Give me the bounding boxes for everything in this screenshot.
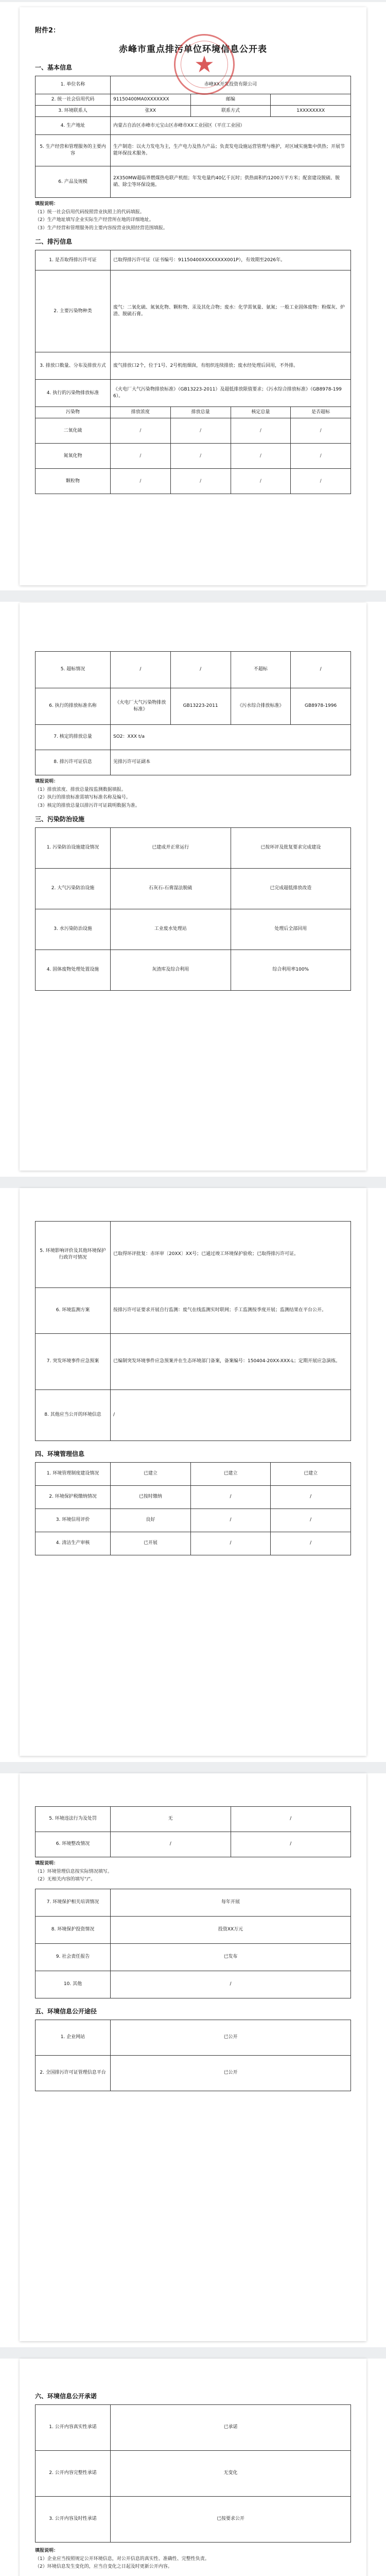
note-line: （3）核定的排放总量以排污许可证载明数据为准。 (35, 803, 140, 808)
row-value: 投资XX万元 (111, 1916, 351, 1943)
table-row (36, 94, 351, 106)
row-value: 1XXXXXXXX (271, 106, 351, 117)
row-value: 废气排放口2个，位于1号、2号机组烟囱，有组织连续排放；废水经处理后回用，不外排。 (111, 352, 351, 380)
table-cell: 良好 (111, 1509, 191, 1532)
table-row (36, 652, 351, 688)
table-cell: / (231, 1832, 351, 1857)
note-line: （2）无相关内容的填写“/”。 (35, 1877, 96, 1882)
table-cell: 石灰石-石膏湿法脱硫 (111, 869, 231, 909)
table-cell: 灰渣库及综合利用 (111, 950, 231, 991)
row-label: 1. 污染防治设施建设情况 (36, 828, 111, 869)
row-label: 2. 环境保护税缴纳情况 (36, 1486, 111, 1509)
row-label: 3. 公开内容及时性承诺 (36, 2497, 111, 2543)
page-gap (0, 1762, 386, 1773)
table-cell: / (170, 469, 231, 494)
row-label: 2. 统一社会信用代码 (36, 94, 111, 106)
seal-star-icon: ★ (194, 51, 215, 78)
table-cell: / (170, 652, 231, 688)
row-label: 6. 环境整改情况 (36, 1832, 111, 1857)
table-row (36, 950, 351, 991)
page-title: 赤峰市重点排污单位环境信息公开表 (119, 44, 267, 55)
row-value: 内蒙古自治区赤峰市元宝山区赤峰市XX工业园区（平庄工业园） (111, 117, 351, 135)
row-label: 4. 清洁生产审核 (36, 1532, 111, 1555)
row-label: 7. 突发环境事件应急预案 (36, 1334, 111, 1390)
row-label: 2. 大气污染防治设施 (36, 869, 111, 909)
note-line: （1）排放浓度、排放总量按监测数据填报。 (35, 787, 126, 792)
table-row (36, 1889, 351, 1916)
table-cell: / (271, 1509, 351, 1532)
table-cell: / (231, 444, 291, 469)
note-line: （2）生产地址填写企业实际生产经营所在地的详细地址。 (35, 217, 154, 223)
row-value: 已公开 (111, 2020, 351, 2055)
row-value: 91150400MA0XXXXXXX (111, 94, 191, 106)
table-row (36, 2497, 351, 2543)
row-value: 已发布 (111, 1943, 351, 1971)
table-cell: / (231, 418, 291, 444)
row-value: 已编制突发环境事件应急预案并在生态环境部门备案，备案编号：150404-20XX-XXX-L；定期开展应急演练。 (111, 1334, 351, 1390)
table-row (36, 725, 351, 750)
pollutant-grid-table (35, 406, 351, 494)
fill-notes (35, 201, 351, 232)
table-cell: / (111, 1832, 231, 1857)
row-value: 生产制造：以火力发电为主，生产电力及热力产品；负责发电设施运营管理与维护，对区域实施集中供热；开展节能环保技术服务。 (111, 135, 351, 166)
basic-info-table (35, 76, 351, 198)
row-value: 张XX (111, 106, 191, 117)
col-header: 污染物 (36, 407, 111, 418)
col-header: 排放总量 (170, 407, 231, 418)
table-cell: / (231, 1807, 351, 1832)
table-cell: / (111, 444, 171, 469)
row-value: / (111, 1390, 351, 1441)
row-label: 5. 超标情况 (36, 652, 111, 688)
table-row (36, 1334, 351, 1390)
table-row (36, 2451, 351, 2497)
row-value: 废气：二氧化硫、氮氧化物、颗粒物、汞及其化合物；废水：化学需氧量、氨氮；一般工业固体废物：粉煤灰、炉渣、脱硫石膏。 (111, 270, 351, 352)
table-row (36, 270, 351, 352)
table-row (36, 688, 351, 725)
disclosure-channel-table (35, 2020, 351, 2091)
row-label: 5. 环境影响评价及其他环境保护行政许可情况 (36, 1222, 111, 1288)
table-row (36, 1288, 351, 1334)
row-label: 1. 单位名称 (36, 76, 111, 94)
other-info-table (35, 1889, 351, 1998)
fill-notes (35, 2548, 351, 2571)
table-cell: / (111, 469, 171, 494)
table-cell: / (170, 418, 231, 444)
table-cell: / (291, 652, 351, 688)
table-cell: / (291, 469, 351, 494)
table-row (36, 1390, 351, 1441)
table-cell: 处理后全部回用 (231, 909, 351, 950)
table-cell: 已完成超低排放改造 (231, 869, 351, 909)
page-gap (0, 1177, 386, 1188)
col-header: 核定总量 (231, 407, 291, 418)
note-line: （1）环境管理信息按实际情况填写。 (35, 1869, 112, 1874)
row-label: 1. 企业网站 (36, 2020, 111, 2055)
section-title: 六、环境信息公开承诺 (35, 2393, 97, 2400)
row-label: 3. 环境信用评价 (36, 1509, 111, 1532)
col-header: 排放浓度 (111, 407, 171, 418)
table-row (36, 1222, 351, 1288)
table-cell: GB8978-1996 (291, 688, 351, 725)
table-row (36, 117, 351, 135)
table-row (36, 1971, 351, 1998)
table-cell: 二氧化硫 (36, 418, 111, 444)
row-value: 无变化 (111, 2451, 351, 2497)
row-label: 1. 公开内容真实性承诺 (36, 2405, 111, 2451)
table-cell: 综合利用率100% (231, 950, 351, 991)
page-gap (0, 590, 386, 602)
row-label: 6. 执行的排放标准名称 (36, 688, 111, 725)
document-page-2 (20, 603, 366, 1171)
row-label: 3. 水污染防治设施 (36, 909, 111, 950)
row-label: 2. 主要污染物种类 (36, 270, 111, 352)
note-heading: 填报说明： (35, 779, 59, 784)
fill-notes (35, 778, 351, 809)
row-label: 4. 执行的污染物排放标准 (36, 380, 111, 407)
table-cell: / (111, 418, 171, 444)
row-value: 已公开 (111, 2055, 351, 2091)
table-row (36, 1486, 351, 1509)
row-label: 7. 环境保护相关培训情况 (36, 1889, 111, 1916)
environment-management-table (35, 1462, 351, 1555)
section-title: 二、排污信息 (35, 238, 73, 246)
row-value: 已承诺 (111, 2405, 351, 2451)
row-label: 2. 公开内容完整性承诺 (36, 2451, 111, 2497)
note-line: （3）生产经营和管理服务的主要内容按营业执照经营范围填报。 (35, 225, 168, 231)
official-seal (174, 34, 235, 95)
table-row (36, 1916, 351, 1943)
section-title: 一、基本信息 (35, 64, 73, 71)
section-title: 四、环境管理信息 (35, 1450, 85, 1458)
table-row (36, 750, 351, 775)
environment-permit-table (35, 1221, 351, 1441)
table-cell: / (271, 1486, 351, 1509)
table-cell: 无 (111, 1807, 231, 1832)
table-cell: / (170, 444, 231, 469)
annex-label: 附件2： (35, 27, 60, 35)
row-label: 4. 生产地址 (36, 117, 111, 135)
row-label: 1. 是否取得排污许可证 (36, 250, 111, 270)
table-cell: 已开展 (111, 1532, 191, 1555)
table-row (36, 418, 351, 444)
note-heading: 填报说明： (35, 2548, 59, 2553)
table-row (36, 352, 351, 380)
col-header: 是否超标 (291, 407, 351, 418)
row-label: 5. 生产经营和管理服务的主要内容 (36, 135, 111, 166)
table-row (36, 1943, 351, 1971)
table-row (36, 909, 351, 950)
table-row (36, 869, 351, 909)
row-label: 9. 社会责任报告 (36, 1943, 111, 1971)
table-cell: GB13223-2011 (170, 688, 231, 725)
row-value: 已按要求公开 (111, 2497, 351, 2543)
emission-detail-table (35, 651, 351, 775)
table-cell: 已建立 (190, 1463, 271, 1486)
table-row (36, 135, 351, 166)
row-value: 已取得排污许可证（证书编号：91150400XXXXXXXX001P），有效期至2026年。 (111, 250, 351, 270)
table-cell: / (111, 652, 171, 688)
row-label: 6. 环境监测方案 (36, 1288, 111, 1334)
table-cell: 已按时缴纳 (111, 1486, 191, 1509)
management-continued-table (35, 1806, 351, 1857)
table-cell: 不超标 (231, 652, 291, 688)
document-page-5 (20, 2359, 366, 2576)
table-row (36, 1509, 351, 1532)
table-cell: / (291, 444, 351, 469)
table-row (36, 1832, 351, 1857)
section-title: 三、污染防治设施 (35, 816, 85, 823)
note-line: （1）统一社会信用代码按照营业执照上的代码填报。 (35, 209, 145, 215)
note-line: （1）企业应当按照规定公开环境信息，对公开信息的真实性、准确性、完整性负责。 (35, 2556, 209, 2562)
table-row (36, 1463, 351, 1486)
table-row (36, 828, 351, 869)
table-row (36, 250, 351, 270)
row-label: 5. 环境违法行为及处罚 (36, 1807, 111, 1832)
table-cell: / (190, 1486, 271, 1509)
table-cell: 颗粒物 (36, 469, 111, 494)
commitment-table (35, 2404, 351, 2543)
pollution-control-table (35, 827, 351, 991)
note-line: （2）环境信息发生变化的，应当自变化之日起及时更新公开内容。 (35, 2564, 172, 2569)
table-row (36, 444, 351, 469)
document-page-1 (20, 7, 366, 585)
table-cell: 已建成并正常运行 (111, 828, 231, 869)
table-row (36, 2055, 351, 2091)
table-row (36, 1807, 351, 1832)
row-value: / (111, 1971, 351, 1998)
table-cell: 已建立 (271, 1463, 351, 1486)
note-line: （2）执行的排放标准需填写标准名称及编号。 (35, 795, 131, 800)
row-value (271, 94, 351, 106)
table-cell: / (271, 1532, 351, 1555)
row-label: 3. 排放口数量、分布及排放方式 (36, 352, 111, 380)
row-label: 6. 产品及规模 (36, 166, 111, 198)
fill-notes (35, 1860, 351, 1884)
table-row (36, 106, 351, 117)
emission-info-table (35, 250, 351, 407)
row-value: 每年开展 (111, 1889, 351, 1916)
note-heading: 填报说明： (35, 201, 59, 207)
row-value: SO2：XXX t/a (111, 725, 351, 750)
document-page-3 (20, 1188, 366, 1756)
row-label: 10. 其他 (36, 1971, 111, 1998)
row-value: 赤峰XX开发投资有限公司 (111, 76, 351, 94)
table-row (36, 380, 351, 407)
row-value: 见排污许可证副本 (111, 750, 351, 775)
table-cell: 工业废水处理站 (111, 909, 231, 950)
table-cell: 已按环评及批复要求完成建设 (231, 828, 351, 869)
row-value: 已取得环评批复：赤环审〔20XX〕XX号；已通过竣工环境保护验收；已取得排污许可证。 (111, 1222, 351, 1288)
row-label: 联系方式 (190, 106, 271, 117)
table-cell: / (231, 469, 291, 494)
row-label: 8. 环境保护投资情况 (36, 1916, 111, 1943)
document-page-4 (20, 1773, 366, 2341)
page-gap (0, 0, 386, 2)
table-cell: 《污水综合排放标准》 (231, 688, 291, 725)
row-label: 8. 其他应当公开的环境信息 (36, 1390, 111, 1441)
row-label: 邮编 (190, 94, 271, 106)
table-row (36, 2405, 351, 2451)
table-cell: 《火电厂大气污染物排放标准》 (111, 688, 171, 725)
table-cell: 已建立 (111, 1463, 191, 1486)
row-label: 7. 核定的排放总量 (36, 725, 111, 750)
row-value: 《火电厂大气污染物排放标准》（GB13223-2011）及超低排放限值要求；《污水综合排放标准》（GB8978-1996）。 (111, 380, 351, 407)
table-cell: / (190, 1509, 271, 1532)
table-row (36, 166, 351, 198)
row-label: 1. 环境管理制度建设情况 (36, 1463, 111, 1486)
table-cell: / (291, 418, 351, 444)
table-row (36, 2020, 351, 2055)
table-row (36, 1532, 351, 1555)
row-value: 按排污许可证要求开展自行监测：废气在线监测实时联网；手工监测按季度开展；监测结果在平台公开。 (111, 1288, 351, 1334)
table-row (36, 469, 351, 494)
row-value: 2X350MW超临界燃煤热电联产机组；年发电量约40亿千瓦时；供热面积约1200万平方米；配套建设脱硫、脱硝、除尘等环保设施。 (111, 166, 351, 198)
table-cell: 氮氧化物 (36, 444, 111, 469)
row-label: 2. 全国排污许可证管理信息平台 (36, 2055, 111, 2091)
row-label: 8. 排污许可证信息 (36, 750, 111, 775)
row-label: 4. 固体废物处理处置设施 (36, 950, 111, 991)
page-gap (0, 2347, 386, 2359)
row-label: 3. 环境联系人 (36, 106, 111, 117)
section-title: 五、环境信息公开途径 (35, 2007, 97, 2015)
table-cell: / (190, 1532, 271, 1555)
table-header-row (36, 407, 351, 418)
note-heading: 填报说明： (35, 1861, 59, 1866)
